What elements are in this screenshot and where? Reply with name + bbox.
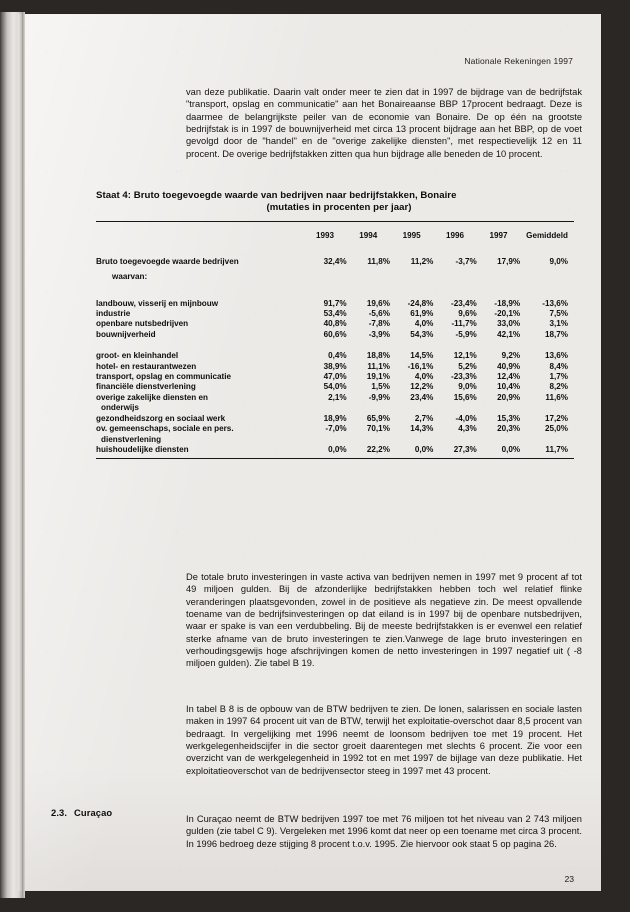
column-header-1995: 1995 <box>402 230 421 240</box>
table-cell-1994: 1,5% <box>371 382 390 392</box>
investments-paragraph-block <box>186 571 582 670</box>
table-cell-1997: -20,1% <box>494 309 521 319</box>
table-cell-1993: 32,4% <box>323 256 347 266</box>
table-cell-1995: -16,1% <box>407 361 434 371</box>
table-cell-1993: 54,0% <box>323 382 347 392</box>
table-cell-1997: 33,0% <box>497 319 521 329</box>
table-cell-1995: 4,0% <box>414 372 434 382</box>
table-cell-gemiddeld: 17,2% <box>544 413 568 423</box>
table-cell-1995: 14,3% <box>410 424 434 434</box>
table-cell-1996: 15,6% <box>453 392 477 402</box>
table-cell-gemiddeld: 1,7% <box>549 372 568 382</box>
table-cell-1995: 2,7% <box>414 413 434 423</box>
table-row-label: financiële dienstverlening <box>96 382 196 392</box>
statistics-table <box>96 222 574 456</box>
table-cell-1996: -23,4% <box>451 298 477 308</box>
table-cell-1995: 54,3% <box>410 329 434 339</box>
column-header-1994: 1994 <box>359 230 378 240</box>
table-row-label: overige zakelijke diensten en onderwijs <box>96 393 303 414</box>
table-cell-1994: -3,9% <box>368 329 390 339</box>
table-row <box>96 372 574 382</box>
table-cell-1997 <box>477 267 520 287</box>
table-cell-gemiddeld: 25,0% <box>544 424 568 434</box>
table-head <box>96 222 574 248</box>
table-row <box>96 393 574 414</box>
table-cell-1996: 27,3% <box>453 444 477 454</box>
table-row-label: openbare nutsbedrijven <box>96 319 189 329</box>
table-cell-1997: 12,4% <box>497 372 521 382</box>
table-cell-1993: 0,0% <box>328 444 347 454</box>
table-cell-1996: -4,0% <box>455 413 477 423</box>
table-cell-1993: 0,4% <box>328 351 347 361</box>
column-header-1993: 1993 <box>315 230 334 240</box>
table-cell-1995: 12,2% <box>410 382 434 392</box>
page-number: 23 <box>564 874 574 884</box>
table-row <box>96 414 574 424</box>
table-cell-1995: -24,8% <box>407 298 434 308</box>
table-cell-gemiddeld: 18,7% <box>544 329 568 339</box>
table-cell-1996: 4,3% <box>458 424 477 434</box>
table-cell-1994: 70,1% <box>366 424 390 434</box>
table-row-label: transport, opslag en communicatie <box>96 372 231 382</box>
table-row-label: Bruto toegevoegde waarde bedrijven <box>96 256 239 266</box>
table-cell-1994: 22,2% <box>366 444 390 454</box>
table-row-label: waarvan: <box>112 272 148 282</box>
table-cell-gemiddeld <box>520 267 574 287</box>
column-header-1997: 1997 <box>489 230 508 240</box>
table-cell-1993: 60,6% <box>323 329 347 339</box>
table-cell-1997: 20,9% <box>497 392 521 402</box>
table-row-label: bouwnijverheid <box>96 329 156 339</box>
paragraph-btw: In tabel B 8 is de opbouw van de BTW bedrijven te zien. De lonen, salarissen en sociale lasten maken in 1997 64 procent uit van de BTW, terwijl het exploitatie-overschot daar 8,5 procent van bedraagt. In vergelijking met 1996 neemt de loonsom bedrijven toe met 19 procent. Het werkgelegenheidscijfer in die sector groeit daarentegen met slechts 6 procent. Zie voor een overzicht van de werkgelegenheid in 1992 tot en met 1997 de bijlage van deze publikatie. Het exploitatieoverschot van de bedrijvensector steeg in 1997 met 43 procent. <box>186 704 582 776</box>
table-cell-1993: 18,9% <box>323 413 347 423</box>
table-row-label: industrie <box>96 309 131 319</box>
table-cell-gemiddeld: 13,6% <box>544 351 568 361</box>
table-row-label: ov. gemeenschaps, sociale en pers. dienstverlening <box>96 424 303 445</box>
table-cell-1995 <box>390 267 433 287</box>
table-cell-1996: -3,7% <box>455 256 477 266</box>
page-sheet <box>18 14 601 891</box>
table-cell-1993: 53,4% <box>323 309 347 319</box>
curacao-paragraph-block <box>186 813 582 850</box>
table-row-label-continuation: onderwijs <box>101 403 139 413</box>
table-cell-1997: 20,3% <box>497 424 521 434</box>
column-header-1996: 1996 <box>446 230 465 240</box>
table-row <box>96 362 574 372</box>
table-cell-gemiddeld: -13,6% <box>542 298 568 308</box>
table-cell-1994: 11,8% <box>367 256 390 266</box>
table-cell-gemiddeld: 7,5% <box>549 309 568 319</box>
table-cell-1994: 11,1% <box>367 361 390 371</box>
table-cell-1996: -5,9% <box>455 329 477 339</box>
section-title: Curaçao <box>74 807 113 818</box>
table-cell-gemiddeld: 8,2% <box>549 382 568 392</box>
table-cell-gemiddeld: 11,6% <box>545 392 568 402</box>
table-cell-1993: 40,8% <box>323 319 347 329</box>
table-row <box>96 309 574 319</box>
table-row <box>96 382 574 392</box>
table-row <box>96 267 574 287</box>
intro-paragraph-block <box>186 86 582 160</box>
table-row <box>96 288 574 309</box>
table-cell-1995: 11,2% <box>410 256 434 266</box>
table-cell-1996 <box>433 267 476 287</box>
table-row <box>96 330 574 340</box>
table-cell-1994: 65,9% <box>366 413 390 423</box>
table-cell-1997: 10,4% <box>497 382 521 392</box>
table-cell-1995: 14,5% <box>410 351 434 361</box>
table-row <box>96 445 574 455</box>
table-cell-1997: -18,9% <box>494 298 521 308</box>
table-cell-1993: -7,0% <box>325 424 347 434</box>
binding-gutter-shadow <box>0 12 24 898</box>
running-head: Nationale Rekeningen 1997 <box>464 56 573 66</box>
table-cell-1994: 18,8% <box>366 351 390 361</box>
table-cell-gemiddeld: 9,0% <box>549 256 568 266</box>
table-caption-line-1: Staat 4: Bruto toegevoegde waarde van bedrijven naar bedrijfstakken, Bonaire <box>96 190 457 201</box>
paragraph-investments: De totale bruto investeringen in vaste activa van bedrijven nemen in 1997 met 9 procent af tot 49 miljoen gulden. Bij de afzonderlijke bedrijfstakken hebben toch wel relatief flinke veranderingen plaatsgevonden, zowel in de positieve als negatieve zin. De meest opvallende toename van de bedrijfsinvesteringen op dat eiland is in 1997 bij de openbare nutsbedrijven, waar er spake is van een verdubbeling. Bij de meeste bedrijfstakken is er evenwel een relatief sterke afname van de bruto investeringen te zien.Vanwege de lage bruto investeringen en verhoudingsgewijs hoge afschrijvingen komen de netto investeringen in 1997 negatief uit ( -8 miljoen gulden). Zie tabel B 19. <box>186 572 582 669</box>
table-cell-1993: 2,1% <box>328 392 347 402</box>
table-row-label: landbouw, visserij en mijnbouw <box>96 298 219 308</box>
table-cell-1994: -7,8% <box>368 319 390 329</box>
table-cell-1997: 9,2% <box>501 351 521 361</box>
table-cell-1997: 17,9% <box>497 256 521 266</box>
table-cell-gemiddeld: 11,7% <box>545 444 568 454</box>
table-cell-1993: 47,0% <box>323 372 347 382</box>
table-cell-1993: 38,9% <box>323 361 347 371</box>
table-cell-1995: 4,0% <box>414 319 434 329</box>
table-cell-1994: -5,6% <box>368 309 390 319</box>
table-row-label: huishoudelijke diensten <box>96 444 189 454</box>
table-cell-1995: 61,9% <box>410 309 434 319</box>
table-row <box>96 319 574 329</box>
table-row-label-continuation: dienstverlening <box>101 434 162 444</box>
table-cell-1995: 0,0% <box>414 444 434 454</box>
table-header-row <box>96 222 574 248</box>
table-row <box>96 248 574 267</box>
table-body <box>96 248 574 456</box>
paragraph-intro: van deze publikatie. Daarin valt onder meer te zien dat in 1997 de bijdrage van de bedrijfstak "transport, opslag en communicatie" aan het Bonaireaanse BBP 17procent bedraagt. Deze is daarmee de belangrijkste peiler van de economie van Bonaire. De op één na grootste bedrijfstak is in 1997 de bouwnijverheid met circa 13 procent bijdrage aan het BBP, op de voet gevolgd door de "handel" en de "overige zakelijke diensten", met respectievelijk 12 en 11 procent. De overige bedrijfstakken zitten qua hun bijdrage alle beneden de 10 procent. <box>186 87 582 159</box>
table-row-label: gezondheidszorg en sociaal werk <box>96 413 226 423</box>
table-cell-1996: -11,7% <box>451 319 477 329</box>
table-cell-1994: 19,6% <box>366 298 390 308</box>
table-cell-1994: 19,1% <box>366 372 390 382</box>
table-caption-line-2: (mutaties in procenten per jaar) <box>266 202 412 214</box>
page-content <box>18 14 601 891</box>
table-row-label: hotel- en restaurantwezen <box>96 361 197 371</box>
table-row <box>96 340 574 361</box>
statistics-table-block <box>96 190 574 459</box>
table-cell-1993: 91,7% <box>323 298 347 308</box>
table-cell-1997: 40,9% <box>497 361 521 371</box>
table-cell-1997: 0,0% <box>501 444 521 454</box>
binding-gutter-edge <box>22 12 25 898</box>
table-cell-1994 <box>347 267 390 287</box>
table-row-label: groot- en kleinhandel <box>96 351 179 361</box>
table-cell-1996: 9,6% <box>458 309 477 319</box>
table-cell-gemiddeld: 8,4% <box>549 361 568 371</box>
table-cell-1996: 12,1% <box>453 351 477 361</box>
btw-paragraph-block <box>186 703 582 777</box>
table-cell-gemiddeld: 3,1% <box>549 319 568 329</box>
table-cell-1996: 5,2% <box>458 361 477 371</box>
table-rule-bottom <box>96 458 574 459</box>
section-number: 2.3. <box>51 807 68 818</box>
column-header-label <box>96 222 303 248</box>
table-caption <box>96 190 574 215</box>
table-row <box>96 424 574 445</box>
table-cell-1994: -9,9% <box>368 392 390 402</box>
section-heading-curacao <box>51 807 112 818</box>
column-header-gemiddeld: Gemiddeld <box>526 230 568 240</box>
table-cell-1997: 15,3% <box>497 413 521 423</box>
table-cell-1997: 42,1% <box>497 329 521 339</box>
table-cell-1995: 23,4% <box>410 392 434 402</box>
table-cell-1993 <box>303 267 346 287</box>
table-cell-1996: -23,3% <box>451 372 477 382</box>
paragraph-curacao: In Curaçao neemt de BTW bedrijven 1997 toe met 76 miljoen tot het niveau van 2 743 miljoen gulden (zie tabel C 9). Vergeleken met 1996 komt dat neer op een toename met circa 3 procent. In 1996 bedroeg deze stijging 8 procent t.o.v. 1995. Zie hiervoor ook staat 5 op pagina 26. <box>186 814 582 849</box>
table-cell-1996: 9,0% <box>458 382 477 392</box>
